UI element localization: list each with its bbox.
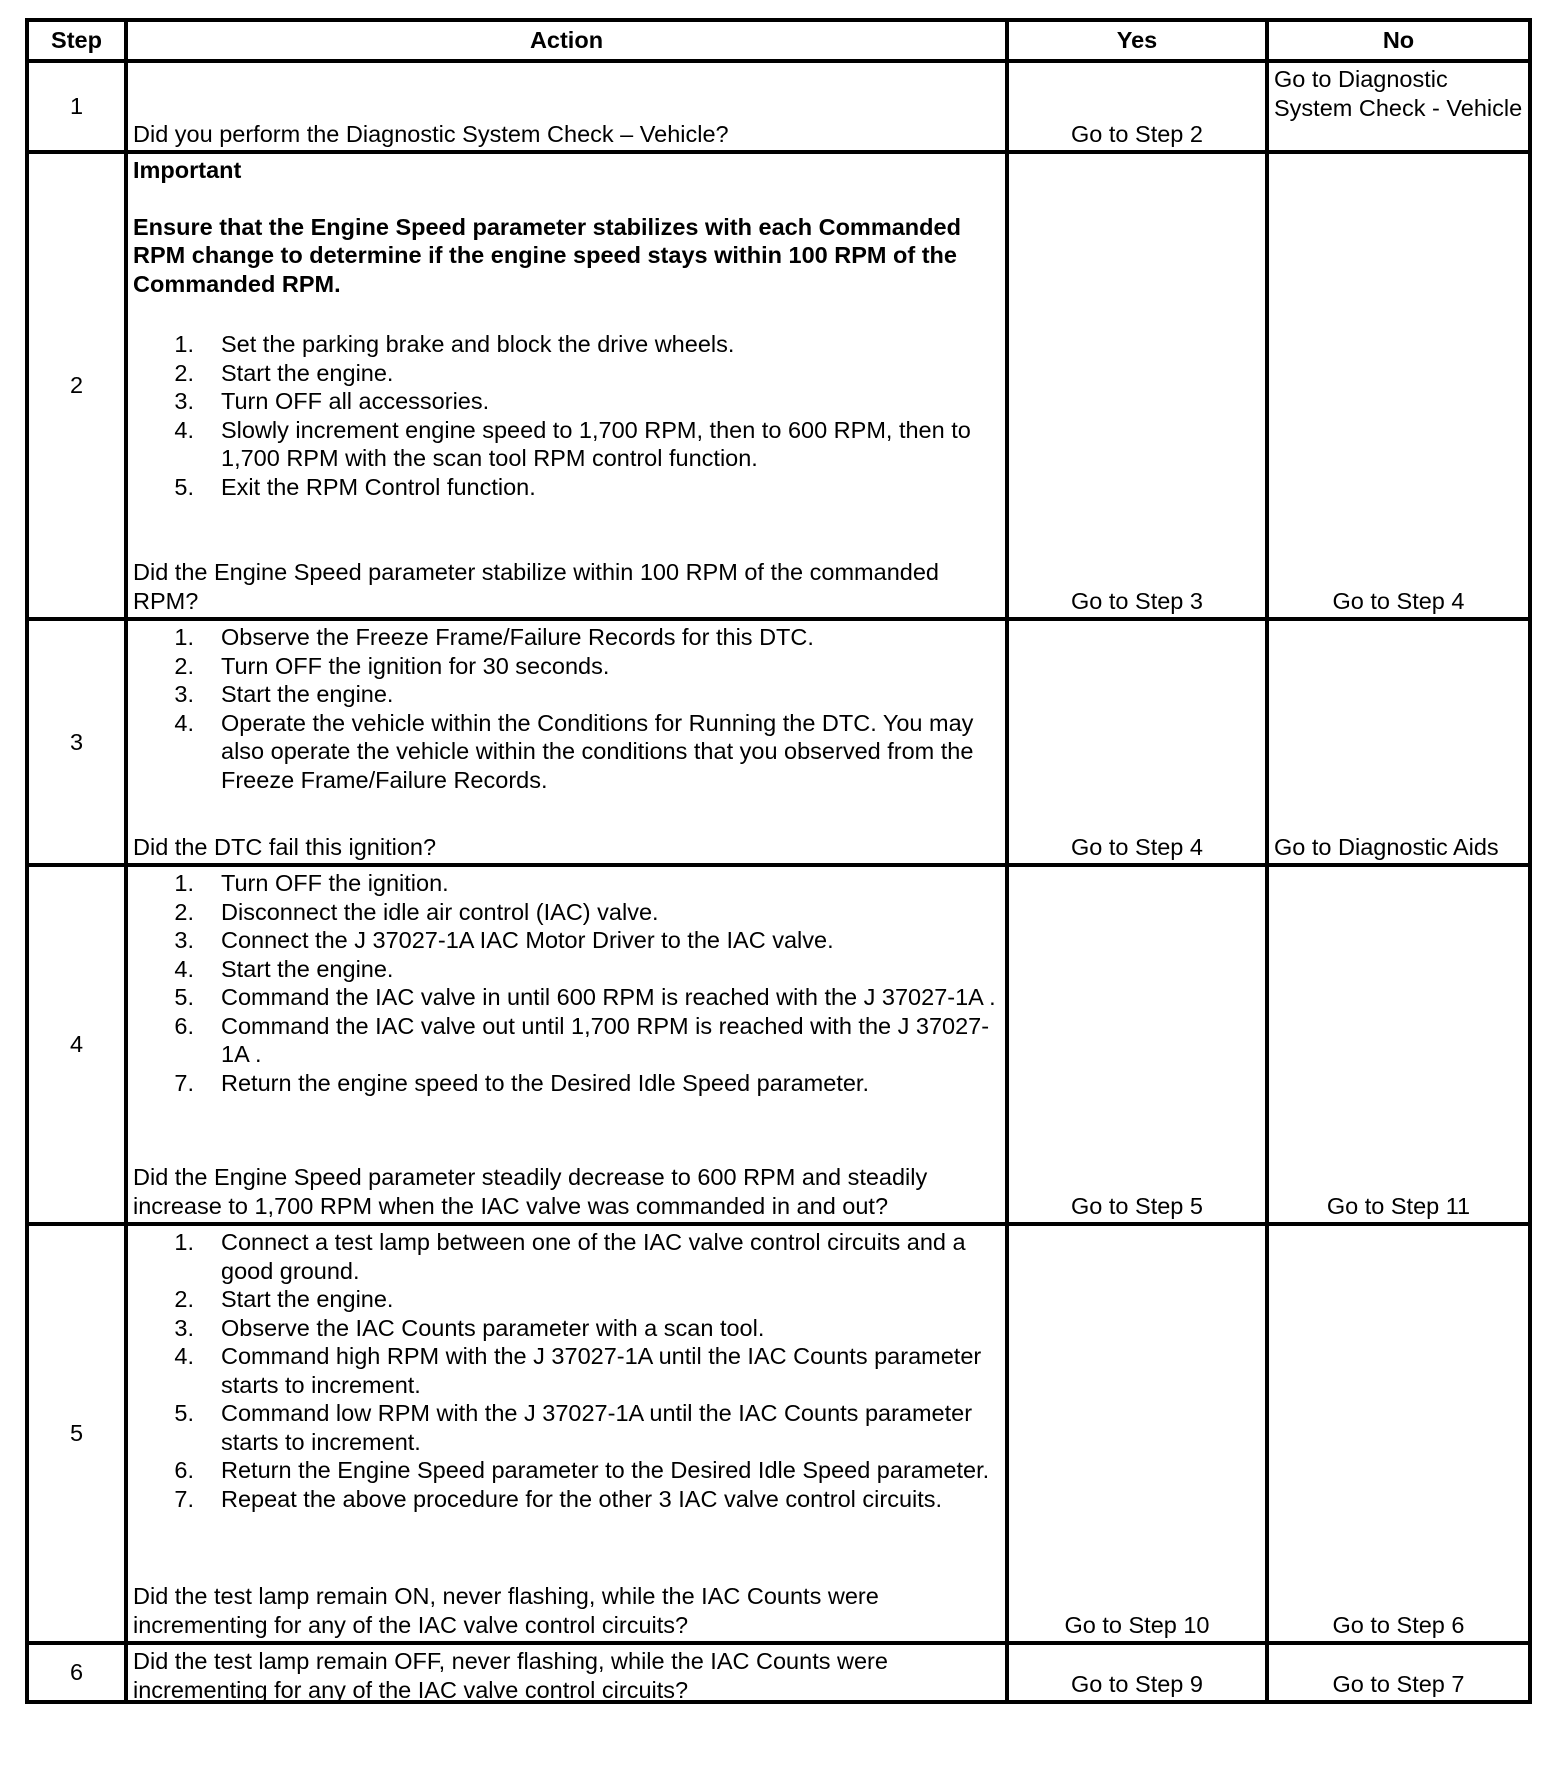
item-number: 7. bbox=[174, 1069, 194, 1096]
item-text: Turn OFF all accessories. bbox=[221, 388, 490, 414]
item-number: 4. bbox=[174, 1343, 194, 1369]
no-cell: Go to Step 11 bbox=[1267, 865, 1530, 1224]
action-content bbox=[133, 1228, 1000, 1639]
list-item bbox=[133, 955, 1000, 984]
list-item bbox=[133, 926, 1000, 955]
step-list bbox=[133, 1228, 1000, 1513]
item-text: Exit the RPM Control function. bbox=[221, 473, 536, 500]
yes-cell: Go to Step 5 bbox=[1007, 865, 1267, 1224]
item-text: Connect a test lamp between one of the IAC valve control circuits and a good ground. bbox=[221, 1229, 966, 1284]
item-text: Observe the Freeze Frame/Failure Records for this DTC. bbox=[221, 624, 814, 650]
table-row bbox=[27, 1224, 1530, 1643]
header-step: Step bbox=[27, 20, 126, 61]
item-number: 5. bbox=[174, 1400, 194, 1426]
yes-cell: Go to Step 10 bbox=[1007, 1224, 1267, 1643]
item-text: Start the engine. bbox=[221, 681, 394, 707]
list-item bbox=[133, 1228, 1000, 1285]
item-number: 4. bbox=[174, 955, 194, 982]
item-number: 4. bbox=[174, 709, 194, 736]
item-text: Command low RPM with the J 37027-1A until the IAC Counts parameter starts to increment. bbox=[221, 1400, 973, 1455]
item-number: 2. bbox=[174, 359, 194, 386]
item-number: 2. bbox=[174, 1286, 194, 1312]
item-number: 1. bbox=[174, 331, 194, 357]
list-item bbox=[133, 416, 1000, 473]
list-item bbox=[133, 330, 1000, 359]
item-text: Turn OFF the ignition. bbox=[221, 870, 449, 896]
item-number: 5. bbox=[174, 473, 194, 500]
item-number: 5. bbox=[174, 984, 194, 1010]
header-yes: Yes bbox=[1007, 20, 1267, 61]
table-row bbox=[27, 865, 1530, 1224]
list-item bbox=[133, 1399, 1000, 1456]
item-number: 1. bbox=[174, 624, 194, 650]
item-text: Turn OFF the ignition for 30 seconds. bbox=[221, 652, 610, 679]
list-item bbox=[133, 898, 1000, 927]
item-number: 1. bbox=[174, 1229, 194, 1255]
question-text: Did the Engine Speed parameter steadily decrease to 600 RPM and steadily increase to 1,700 RPM when the IAC valve was commanded in and out? bbox=[133, 1164, 928, 1219]
list-item bbox=[133, 652, 1000, 681]
step-number: 3 bbox=[27, 619, 126, 865]
list-item bbox=[133, 983, 1000, 1012]
step-number: 5 bbox=[27, 1224, 126, 1643]
item-text: Disconnect the idle air control (IAC) valve. bbox=[221, 898, 659, 925]
item-number: 2. bbox=[174, 652, 194, 679]
item-text: Command the IAC valve out until 1,700 RPM is reached with the J 37027-1A . bbox=[221, 1012, 990, 1067]
list-item bbox=[133, 869, 1000, 898]
item-number: 7. bbox=[174, 1485, 194, 1512]
step-list bbox=[133, 623, 1000, 794]
item-text: Start the engine. bbox=[221, 955, 394, 982]
item-text: Observe the IAC Counts parameter with a scan tool. bbox=[221, 1314, 765, 1341]
no-cell: Go to Step 4 bbox=[1267, 152, 1530, 619]
table-row bbox=[27, 1643, 1530, 1702]
item-text: Command the IAC valve in until 600 RPM is reached with the J 37027-1A . bbox=[221, 984, 996, 1010]
item-number: 3. bbox=[174, 1314, 194, 1341]
yes-cell: Go to Step 4 bbox=[1007, 619, 1267, 865]
item-number: 3. bbox=[174, 388, 194, 414]
step-list bbox=[133, 330, 1000, 501]
action-cell bbox=[126, 1643, 1007, 1702]
step-number: 2 bbox=[27, 152, 126, 619]
item-text: Set the parking brake and block the drive wheels. bbox=[221, 331, 735, 357]
step-number: 6 bbox=[27, 1643, 126, 1702]
yes-cell: Go to Step 3 bbox=[1007, 152, 1267, 619]
list-item bbox=[133, 1456, 1000, 1485]
header-no: No bbox=[1267, 20, 1530, 61]
list-item bbox=[133, 387, 1000, 416]
list-item bbox=[133, 1485, 1000, 1514]
item-number: 6. bbox=[174, 1012, 194, 1039]
item-text: Start the engine. bbox=[221, 359, 394, 386]
list-item bbox=[133, 1285, 1000, 1314]
no-cell: Go to Diagnostic System Check - Vehicle bbox=[1267, 61, 1530, 152]
step-list bbox=[133, 869, 1000, 1097]
item-text: Start the engine. bbox=[221, 1286, 394, 1312]
diagnostic-table bbox=[25, 18, 1532, 1704]
yes-cell: Go to Step 2 bbox=[1007, 61, 1267, 152]
question-text: Did the Engine Speed parameter stabilize within 100 RPM of the commanded RPM? bbox=[133, 559, 939, 614]
item-text: Return the Engine Speed parameter to the Desired Idle Speed parameter. bbox=[221, 1457, 990, 1483]
action-content bbox=[133, 623, 1000, 861]
question-text: Did you perform the Diagnostic System Check – Vehicle? bbox=[133, 120, 729, 147]
question-text: Did the test lamp remain ON, never flashing, while the IAC Counts were incrementing for any of the IAC valve control circuits? bbox=[133, 1583, 879, 1638]
no-cell: Go to Diagnostic Aids bbox=[1267, 619, 1530, 865]
table-row bbox=[27, 152, 1530, 619]
no-cell: Go to Step 6 bbox=[1267, 1224, 1530, 1643]
yes-cell: Go to Step 9 bbox=[1007, 1643, 1267, 1702]
list-item bbox=[133, 623, 1000, 652]
header-row bbox=[27, 20, 1530, 61]
item-text: Repeat the above procedure for the other 3 IAC valve control circuits. bbox=[221, 1485, 943, 1512]
item-text: Connect the J 37027-1A IAC Motor Driver to the IAC valve. bbox=[221, 927, 834, 953]
list-item bbox=[133, 1012, 1000, 1069]
list-item bbox=[133, 1069, 1000, 1098]
list-item bbox=[133, 680, 1000, 709]
action-content bbox=[133, 65, 1000, 148]
action-cell bbox=[126, 1224, 1007, 1643]
question-text: Did the DTC fail this ignition? bbox=[133, 833, 437, 860]
action-content bbox=[133, 869, 1000, 1220]
item-number: 6. bbox=[174, 1457, 194, 1483]
header-action: Action bbox=[126, 20, 1007, 61]
important-text: Ensure that the Engine Speed parameter stabilizes with each Commanded RPM change to determine if the engine speed stays within 100 RPM of the Commanded RPM. bbox=[133, 213, 961, 297]
table-row bbox=[27, 61, 1530, 152]
action-content bbox=[133, 1647, 1000, 1703]
action-cell bbox=[126, 61, 1007, 152]
item-text: Slowly increment engine speed to 1,700 RPM, then to 600 RPM, then to 1,700 RPM with the scan tool RPM control function. bbox=[221, 416, 971, 471]
item-number: 3. bbox=[174, 927, 194, 953]
action-cell bbox=[126, 619, 1007, 865]
item-number: 2. bbox=[174, 898, 194, 925]
item-number: 1. bbox=[174, 870, 194, 896]
action-cell bbox=[126, 152, 1007, 619]
list-item bbox=[133, 359, 1000, 388]
list-item bbox=[133, 1314, 1000, 1343]
action-content bbox=[133, 156, 1000, 615]
item-number: 3. bbox=[174, 681, 194, 707]
important-label: Important bbox=[133, 157, 242, 183]
item-text: Operate the vehicle within the Conditions for Running the DTC. You may also operate the vehicle within the conditions that you observed from the Freeze Frame/Failure Records. bbox=[221, 709, 974, 793]
item-text: Command high RPM with the J 37027-1A until the IAC Counts parameter starts to increment. bbox=[221, 1343, 982, 1398]
list-item bbox=[133, 1342, 1000, 1399]
no-cell: Go to Step 7 bbox=[1267, 1643, 1530, 1702]
question-text: Did the test lamp remain OFF, never flashing, while the IAC Counts were incrementing for any of the IAC valve control circuits? bbox=[133, 1648, 888, 1703]
item-number: 4. bbox=[174, 416, 194, 443]
step-number: 1 bbox=[27, 61, 126, 152]
list-item bbox=[133, 709, 1000, 795]
step-number: 4 bbox=[27, 865, 126, 1224]
item-text: Return the engine speed to the Desired Idle Speed parameter. bbox=[221, 1069, 869, 1096]
action-cell bbox=[126, 865, 1007, 1224]
table-row bbox=[27, 619, 1530, 865]
list-item bbox=[133, 473, 1000, 502]
